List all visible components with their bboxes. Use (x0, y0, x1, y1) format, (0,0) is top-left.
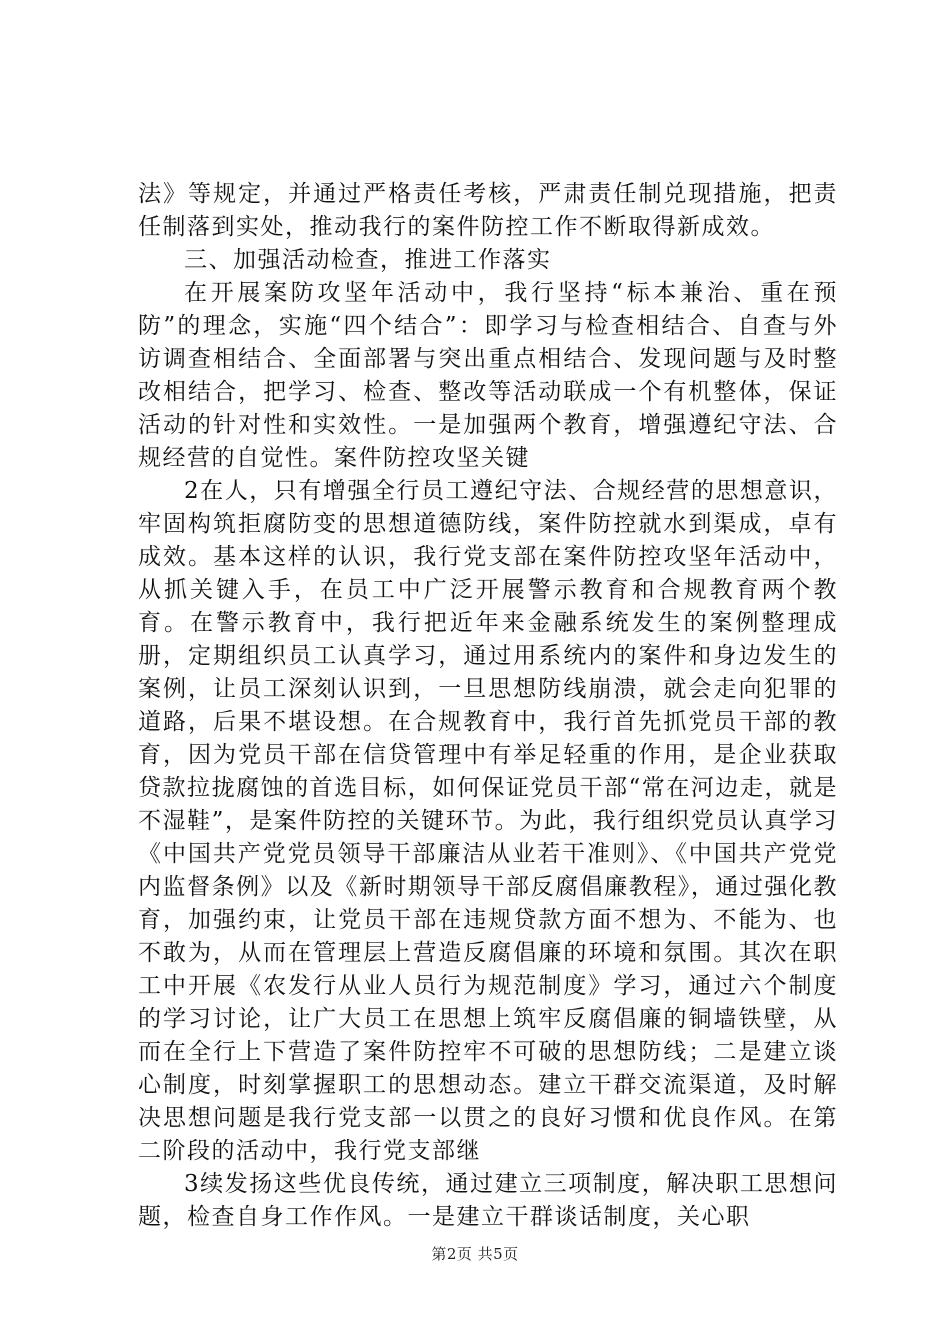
paragraph-3: 在开展案防攻坚年活动中，我行坚持“标本兼治、重在预防”的理念，实施“四个结合”：即学习与检查相结合、自查与外访调查相结合、全面部署与突出重点相结合、发现问题与及时整改相结合，把学习、检查、整改等活动联成一个有机整体，保证活动的针对性和实效性。一是加强两个教育，增强遵纪守法、合规经营的自觉性。案件防控攻坚关键 (138, 280, 838, 471)
paragraph-4: 2在人，只有增强全行员工遵纪守法、合规经营的思想意识，牢固构筑拒腐防变的思想道德防线，案件防控就水到渠成，卓有成效。基本这样的认识，我行党支部在案件防控攻坚年活动中，从抓关键入手，在员工中广泛开展警示教育和合规教育两个教育。在警示教育中，我行把近年来金融系统发生的案例整理成册，定期组织员工认真学习，通过用系统内的案件和身边发生的案例，让员工深刻认识到，一旦思想防线崩溃，就会走向犯罪的道路，后果不堪设想。在合规教育中，我行首先抓党员干部的教育，因为党员干部在信贷管理中有举足轻重的作用，是企业获取贷款拉拢腐蚀的首选目标，如何保证党员干部“常在河边走，就是不湿鞋”，是案件防控的关键环节。为此，我行组织党员认真学习《中国共产党党员领导干部廉洁从业若干准则》、《中国共产党党内监督条例》以及《新时期领导干部反腐倡廉教程》，通过强化教育，加强约束，让党员干部在违规贷款方面不想为、不能为、也不敢为，从而在管理层上营造反腐倡廉的环境和氛围。其次在职工中开展《农发行从业人员行为规范制度》学习，通过六个制度的学习讨论，让广大员工在思想上筑牢反腐倡廉的铜墙铁壁，从而在全行上下营造了案件防控牢不可破的思想防线；二是建立谈心制度，时刻掌握职工的思想动态。建立干群交流渠道，及时解决思想问题是我行党支部一以贯之的良好习惯和优良作风。在第二阶段的活动中，我行党支部继 (138, 478, 838, 1164)
paragraph-5: 3续发扬这些优良传统，通过建立三项制度，解决职工思想问题，检查自身工作作风。一是建立干群谈话制度，关心职 (138, 1171, 838, 1230)
section-heading: 三、加强活动检查，推进工作落实 (184, 247, 552, 273)
document-body (138, 178, 838, 1234)
paragraph-1: 法》等规定，并通过严格责任考核，严肃责任制兑现措施，把责任制落到实处，推动我行的案件防控工作不断取得新成效。 (138, 181, 838, 240)
page-number-footer: 第2页 共5页 (431, 1245, 519, 1263)
